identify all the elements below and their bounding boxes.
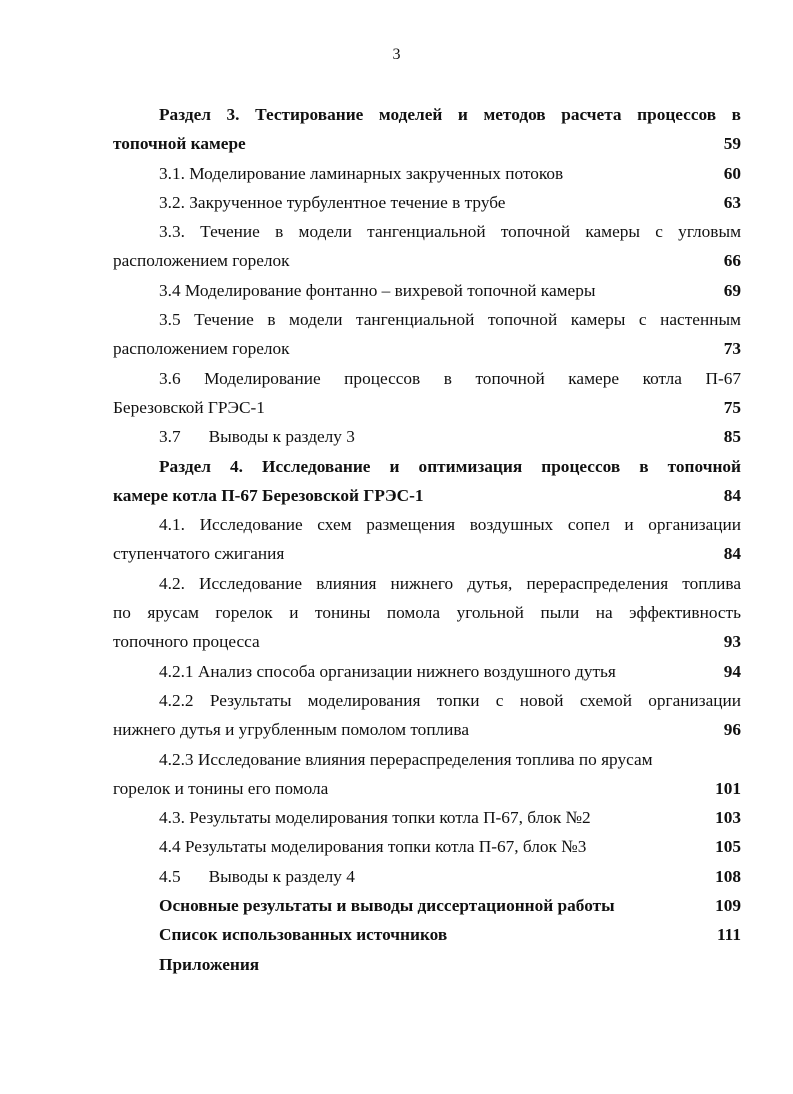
toc-page-number: 66 xyxy=(723,251,741,271)
toc-page-number: 73 xyxy=(723,339,741,359)
toc-entry-3-3[interactable] xyxy=(113,217,741,276)
toc-entry-title: Список использованных источников xyxy=(159,925,448,945)
toc-entry-title: 4.1. Исследование схем размещения воздушных сопел и организации xyxy=(159,515,741,535)
toc-page-number: 105 xyxy=(715,837,741,857)
toc-entry-appendix[interactable] xyxy=(113,950,741,979)
toc-page-number: 59 xyxy=(723,134,741,154)
toc-entry-title: 3.5 Течение в модели тангенциальной топочной камеры с настенным xyxy=(159,310,741,330)
toc-page-number: 85 xyxy=(723,427,741,447)
toc-page-number: 93 xyxy=(723,632,741,652)
toc-page-number: 94 xyxy=(723,661,741,681)
toc-entry-title-text: 4.2.3 Исследование влияния перераспределения топлива по ярусам xyxy=(159,749,653,769)
toc-entry-title: 4.2.2 Результаты моделирования топки с новой схемой организации xyxy=(159,690,741,710)
toc-entry-references[interactable] xyxy=(113,920,741,949)
toc-entry-title-cont: топочной камере xyxy=(113,134,246,154)
toc-entry-title: 3.4 Моделирование фонтанно – вихревой топочной камеры xyxy=(159,280,596,300)
toc-entry-title-cont: расположением горелок xyxy=(113,251,290,271)
toc-entry-number: 3.7 xyxy=(159,427,181,447)
toc-entry-title-cont: Березовской ГРЭС-1 xyxy=(113,397,265,417)
toc-entry-title-cont: топочного процесса xyxy=(113,632,260,652)
toc-entry-title-cont: нижнего дутья и угрубленным помолом топлива xyxy=(113,720,470,740)
toc-entry-4-5[interactable] xyxy=(113,862,741,891)
toc-entry-title-cont: горелок и тонины его помола xyxy=(113,778,329,798)
toc-entry-title: 4.4 Результаты моделирования топки котла П-67, блок №3 xyxy=(159,837,587,857)
toc-entry-title: Приложения xyxy=(159,954,260,974)
toc-entry-4-2-1[interactable] xyxy=(113,657,741,686)
toc-entry-4-1[interactable] xyxy=(113,510,741,569)
toc-entry-title-cont: по ярусам горелок и тонины помола угольной пыли на эффективность xyxy=(113,603,741,623)
toc-entry-4-2-2[interactable] xyxy=(113,686,741,745)
toc-entry-4-2[interactable] xyxy=(113,569,741,657)
toc-entry-title-cont: ступенчатого сжигания xyxy=(113,544,285,564)
toc-entry-title-cont: расположением горелок xyxy=(113,339,290,359)
toc-page-number: 96 xyxy=(723,720,741,740)
toc-entry-results[interactable] xyxy=(113,891,741,920)
toc-page-number: 108 xyxy=(715,866,741,886)
page-number: 3 xyxy=(392,46,401,63)
toc-page-number: 69 xyxy=(723,280,741,300)
toc-entry-3-7[interactable] xyxy=(113,422,741,451)
toc-entry-title: Раздел 4. Исследование и оптимизация процессов в топочной xyxy=(159,456,741,476)
toc-entry-title: 4.2. Исследование влияния нижнего дутья, перераспределения топлива xyxy=(159,573,741,593)
toc-entry-title: Выводы к разделу 3 xyxy=(208,427,355,447)
toc-entry-4-2-3[interactable] xyxy=(113,745,741,804)
toc-entry-title: 3.1. Моделирование ламинарных закрученных потоков xyxy=(159,163,564,183)
toc-page-number: 84 xyxy=(723,485,741,505)
toc-entry-title: Выводы к разделу 4 xyxy=(208,866,355,886)
toc-page-number: 103 xyxy=(715,808,741,828)
toc-page-number: 84 xyxy=(723,544,741,564)
toc-page-number: 75 xyxy=(723,397,741,417)
toc-page-number: 101 xyxy=(715,778,741,798)
toc-entry-title: 4.2.1 Анализ способа организации нижнего воздушного дутья xyxy=(159,661,616,681)
toc-entry-title-cont: камере котла П-67 Березовской ГРЭС-1 xyxy=(113,485,424,505)
toc-entry-section-4[interactable] xyxy=(113,452,741,511)
toc-entry-4-3[interactable] xyxy=(113,803,741,832)
toc-entry-title: 3.6 Моделирование процессов в топочной камере котла П-67 xyxy=(159,368,741,388)
toc-entry-3-1[interactable] xyxy=(113,159,741,188)
toc-entry-title: 4.3. Результаты моделирования топки котла П-67, блок №2 xyxy=(159,808,591,828)
toc-page-number: 63 xyxy=(723,192,741,212)
toc-entry-title: 3.3. Течение в модели тангенциальной топочной камеры с угловым xyxy=(159,222,741,242)
toc-entry-title: Основные результаты и выводы диссертационной работы xyxy=(159,896,615,916)
toc-entry-3-4[interactable] xyxy=(113,276,741,305)
toc-entry-title: Раздел 3. Тестирование моделей и методов расчета процессов в xyxy=(159,105,741,124)
toc-page-number: 109 xyxy=(715,896,741,916)
toc-entry-3-2[interactable] xyxy=(113,188,741,217)
toc-entry-number: 4.5 xyxy=(159,866,181,886)
toc-entry-3-5[interactable] xyxy=(113,305,741,364)
toc-entry-3-6[interactable] xyxy=(113,364,741,423)
table-of-contents xyxy=(113,100,741,979)
toc-entry-4-4[interactable] xyxy=(113,832,741,861)
toc-entry-title xyxy=(113,745,741,774)
toc-entry-section-3[interactable] xyxy=(113,100,741,159)
toc-page-number: 111 xyxy=(716,925,741,945)
toc-page-number: 60 xyxy=(723,163,741,183)
toc-entry-title: 3.2. Закрученное турбулентное течение в трубе xyxy=(159,192,506,212)
